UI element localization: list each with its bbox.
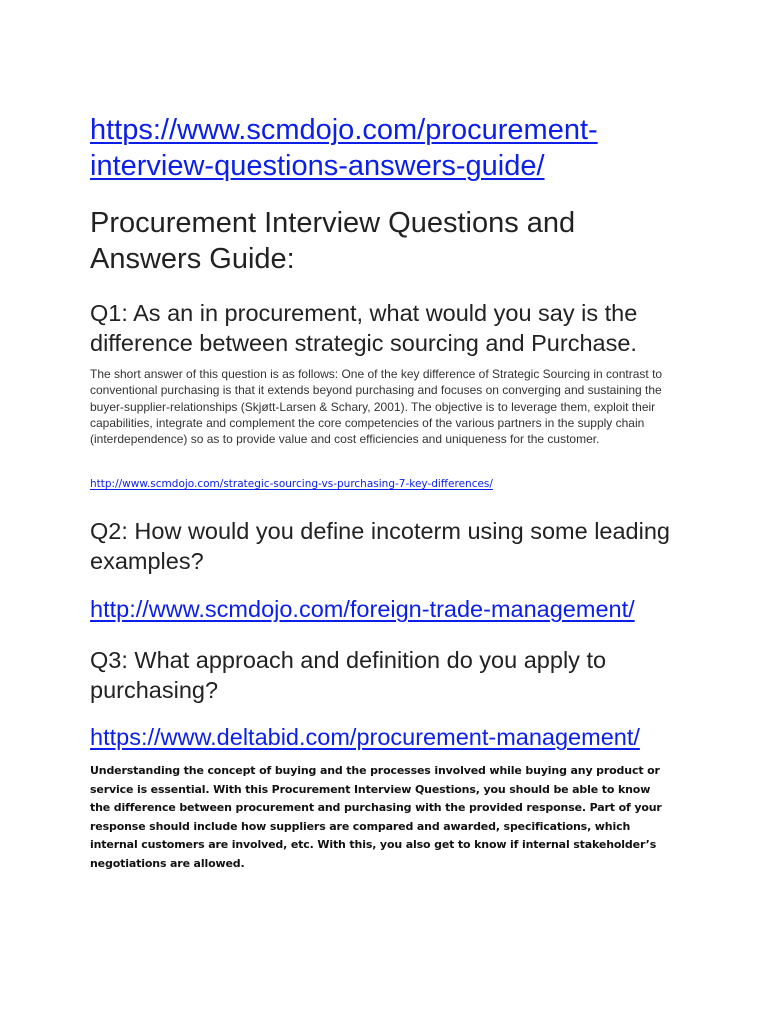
question-1-heading: Q1: As an in procurement, what would you say is the difference between strategic sourcing and Purchase. [90,300,638,356]
question-2-heading: Q2: How would you define incoterm using some leading examples? [90,518,670,574]
page-title: Procurement Interview Questions and Answers Guide: [90,207,576,275]
scmdojo-guide-link[interactable]: https://www.scmdojo.com/procurement-interview-questions-answers-guide/ [90,114,598,182]
question-1-answer: The short answer of this question is as follows: One of the key difference of Strategic Sourcing in contrast to conventional purchasing is that it extends beyond purchasing and focuses on converging and sustaining the buyer-supplier-relationships (Skjøtt-Larsen & Schary, 2001). The objective is to leverage them, exploit their capabilities, integrate and complement the core competencies of the various partners in the supply chain (interdependence) so as to provide value and cost efficiencies and uniqueness for the customer. [90,367,663,447]
question-3-heading: Q3: What approach and definition do you apply to purchasing? [90,647,607,703]
procurement-management-link[interactable]: https://www.deltabid.com/procurement-management/ [90,724,640,750]
strategic-sourcing-link[interactable]: http://www.scmdojo.com/strategic-sourcing-vs-purchasing-7-key-differences/ [90,478,493,490]
foreign-trade-link[interactable]: http://www.scmdojo.com/foreign-trade-management/ [90,596,635,622]
question-3-answer: Understanding the concept of buying and the processes involved while buying any product or service is essential. With this Procurement Interview Questions, you should be able to know the difference between procurement and purchasing with the provided response. Part of your response should include how suppliers are compared and awarded, specifications, which internal customers are involved, etc. With this, you also get to know if internal stakeholder’s negotiations are allowed. [90,764,662,870]
